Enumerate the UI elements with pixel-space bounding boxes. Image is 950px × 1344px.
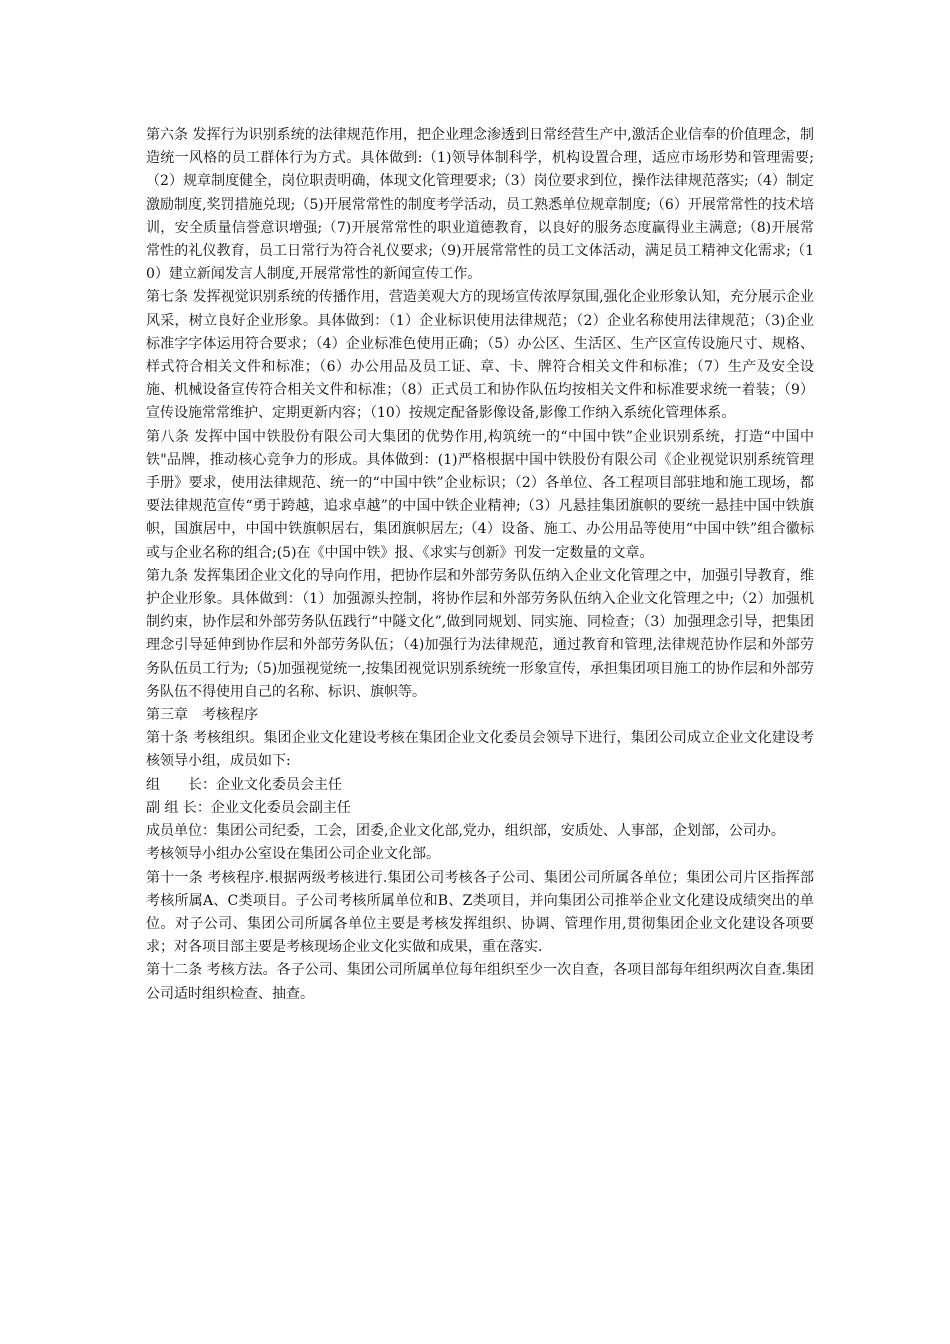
article-8: 第八条 发挥中国中铁股份有限公司大集团的优势作用,构筑统一的“中国中铁”企业识别系统，打造“中国中铁"品牌，推动核心竞争力的形成。具体做到：(1)严格根据中国中铁股份有限公司《企业视觉识别系统管理手册》要求，使用法律规范、统一的“中国中铁”企业标识；（2）各单位、各工程项目部驻地和施工现场，都要法律规范宣传“勇于跨越，追求卓越”的中国中铁企业精神;（3）凡悬挂集团旗帜的要统一悬挂中国中铁旗帜，国旗居中，中国中铁旗帜居右，集团旗帜居左;（4）设备、施工、办公用品等使用“中国中铁”组合徽标或与企业名称的组合;(5)在《中国中铁》报、《求实与创新》刊发一定数量的文章。 (146, 428, 814, 561)
article-10: 第十条 考核组织。集团企业文化建设考核在集团企业文化委员会领导下进行，集团公司成立企业文化建设考核领导小组，成员如下: (146, 730, 814, 770)
document-body (146, 124, 814, 1006)
article-11: 第十一条 考核程序.根据两级考核进行.集团公司考核各子公司、集团公司所属各单位；集团公司片区指挥部考核所属A、C类项目。子公司考核所属单位和B、Z类项目，并向集团公司推举企业文化建设成绩突出的单位。对子公司、集团公司所属各单位主要是考核发挥组织、协调、管理作用,贯彻集团企业文化建设各项要求；对各项目部主要是考核现场企业文化实做和成果，重在落实. (146, 869, 814, 956)
chapter-3-heading: 第三章 考核程序 (146, 707, 258, 724)
group-leader: 组 长：企业文化委员会主任 (146, 776, 342, 793)
article-6: 第六条 发挥行为识别系统的法律规范作用，把企业理念渗透到日常经营生产中,激活企业信奉的价值理念，制造统一风格的员工群体行为方式。具体做到:（1)领导体制科学，机构设置合理，适应市场形势和管理需要;（2）规章制度健全，岗位职责明确，体现文化管理要求;（3）岗位要求到位，操作法律规范落实;（4）制定激励制度,奖罚措施兑现;（5)开展常常性的制度考学活动，员工熟悉单位规章制度;（6）开展常常性的技术培训，安全质量信誉意识增强;（7)开展常常性的职业道德教育，以良好的服务态度赢得业主满意;（8)开展常常性的礼仪教育，员工日常行为符合礼仪要求;（9)开展常常性的员工文体活动，满足员工精神文化需求;（10）建立新闻发言人制度,开展常常性的新闻宣传工作。 (146, 127, 814, 283)
article-9: 第九条 发挥集团企业文化的导向作用，把协作层和外部劳务队伍纳入企业文化管理之中，加强引导教育，维护企业形象。具体做到：（1）加强源头控制，将协作层和外部劳务队伍纳入企业文化管理之中;（2）加强机制约束，协作层和外部劳务队伍践行“中隧文化”,做到同规划、同实施、同检查；（3）加强理念引导，把集团理念引导延伸到协作层和外部劳务队伍；（4)加强行为法律规范，通过教育和管理,法律规范协作层和外部劳务队伍员工行为;（5)加强视觉统一,按集团视觉识别系统统一形象宣传，承担集团项目施工的协作层和外部劳务队伍不得使用自己的名称、标识、旗帜等。 (146, 567, 814, 700)
article-12: 第十二条 考核方法。各子公司、集团公司所属单位每年组织至少一次自查，各项目部每年组织两次自查.集团公司适时组织检查、抽查。 (146, 962, 814, 1002)
office-location: 考核领导小组办公室设在集团公司企业文化部。 (146, 846, 440, 863)
article-7: 第七条 发挥视觉识别系统的传播作用，营造美观大方的现场宣传浓厚氛围,强化企业形象认知，充分展示企业风采，树立良好企业形象。具体做到：（1）企业标识使用法律规范；（2）企业名称使用法律规范；（3)企业标准字字体运用符合要求；（4）企业标准色使用正确；（5）办公区、生活区、生产区宣传设施尺寸、规格、样式符合相关文件和标准；（6）办公用品及员工证、章、卡、牌符合相关文件和标准；（7）生产及安全设施、机械设备宣传符合相关文件和标准；（8）正式员工和协作队伍均按相关文件和标准要求统一着装；（9）宣传设施常常维护、定期更新内容；（10）按规定配备影像设备,影像工作纳入系统化管理体系。 (146, 289, 814, 422)
deputy-leader: 副 组 长：企业文化委员会副主任 (146, 799, 351, 816)
member-units: 成员单位：集团公司纪委，工会，团委,企业文化部,党办，组织部，安质处、人事部，企划部，公司办。 (146, 823, 785, 840)
